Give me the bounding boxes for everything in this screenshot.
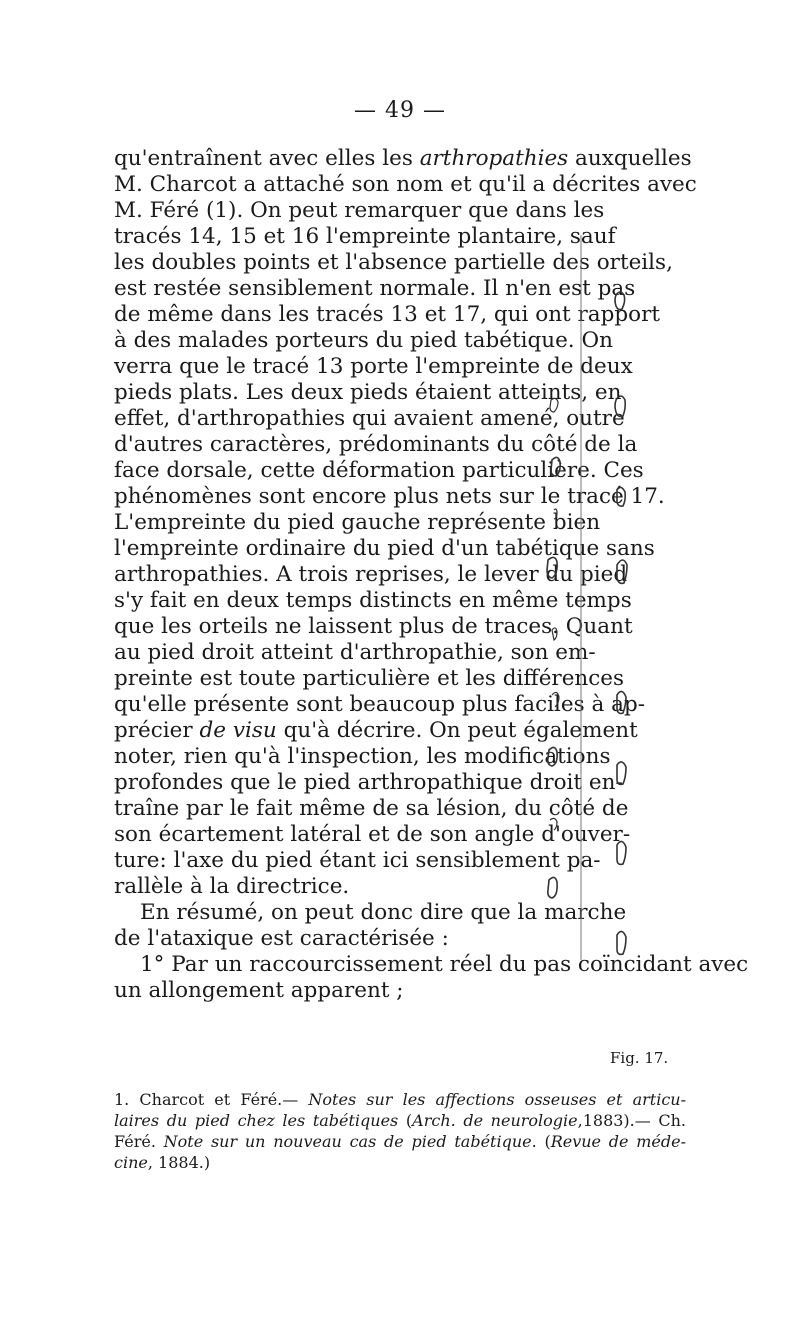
- text-line: à des malades porteurs du pied tabétique. On: [114, 328, 613, 353]
- text-line: les doubles points et l'absence partielle des orteils,: [114, 250, 673, 275]
- text-line: En résumé, on peut donc dire que la marche: [140, 900, 627, 925]
- page-number: — 49 —: [354, 98, 446, 123]
- text-line: que les orteils ne laissent plus de traces. Quant: [114, 614, 633, 639]
- text-line: preinte est toute particulière et les différences: [114, 666, 625, 691]
- text-line: l'empreinte ordinaire du pied d'un tabétique sans: [114, 536, 655, 561]
- text-line: ture: l'axe du pied étant ici sensiblement pa-: [114, 848, 601, 873]
- text-line: verra que le tracé 13 porte l'empreinte de deux: [114, 354, 633, 379]
- text-line: arthropathies. A trois reprises, le lever du pied: [114, 562, 628, 587]
- text-line: 1° Par un raccourcissement réel du pas coïncidant avec: [140, 952, 749, 977]
- footnote-line: Féré. Note sur un nouveau cas de pied tabétique. (Revue de méde-: [114, 1132, 686, 1151]
- text-line: de l'ataxique est caractérisée :: [114, 926, 449, 951]
- text-line: effet, d'arthropathies qui avaient amené, outre: [114, 406, 625, 431]
- text-line: qu'elle présente sont beaucoup plus faciles à ap-: [114, 692, 646, 717]
- text-line: profondes que le pied arthropathique droit en-: [114, 770, 623, 795]
- text-line: face dorsale, cette déformation particulière. Ces: [114, 458, 644, 483]
- footnote-line: laires du pied chez les tabétiques (Arch. de neurologie,1883).— Ch.: [114, 1111, 687, 1130]
- text-line: rallèle à la directrice.: [114, 874, 350, 899]
- text-line: s'y fait en deux temps distincts en même temps: [114, 588, 632, 613]
- text-line: phénomènes sont encore plus nets sur le tracé 17.: [114, 484, 665, 509]
- text-line: au pied droit atteint d'arthropathie, son em-: [114, 640, 596, 665]
- text-line: L'empreinte du pied gauche représente bien: [114, 510, 601, 535]
- text-line: qu'entraînent avec elles les arthropathies auxquelles: [114, 146, 692, 171]
- text-line: précier de visu qu'à décrire. On peut également: [114, 718, 638, 743]
- text-line: d'autres caractères, prédominants du côté de la: [114, 432, 638, 457]
- footprint-tracing-figure: [535, 140, 665, 970]
- figure-caption: Fig. 17.: [610, 1049, 669, 1067]
- text-line: M. Charcot a attaché son nom et qu'il a décrites avec: [114, 172, 697, 197]
- text-line: est restée sensiblement normale. Il n'en est pas: [114, 276, 636, 301]
- text-line: tracés 14, 15 et 16 l'empreinte plantaire, sauf: [114, 224, 616, 249]
- text-line: son écartement latéral et de son angle d'ouver-: [114, 822, 631, 847]
- text-line: un allongement apparent ;: [114, 978, 404, 1003]
- text-line: M. Féré (1). On peut remarquer que dans les: [114, 198, 605, 223]
- text-line: traîne par le fait même de sa lésion, du côté de: [114, 796, 629, 821]
- text-line: noter, rien qu'à l'inspection, les modifications: [114, 744, 611, 769]
- footnote-line: cine, 1884.): [114, 1153, 211, 1172]
- text-line: pieds plats. Les deux pieds étaient atteints, en: [114, 380, 622, 405]
- footnote-line: 1. Charcot et Féré.— Notes sur les affections osseuses et articu-: [114, 1090, 686, 1109]
- text-line: de même dans les tracés 13 et 17, qui ont rapport: [114, 302, 660, 327]
